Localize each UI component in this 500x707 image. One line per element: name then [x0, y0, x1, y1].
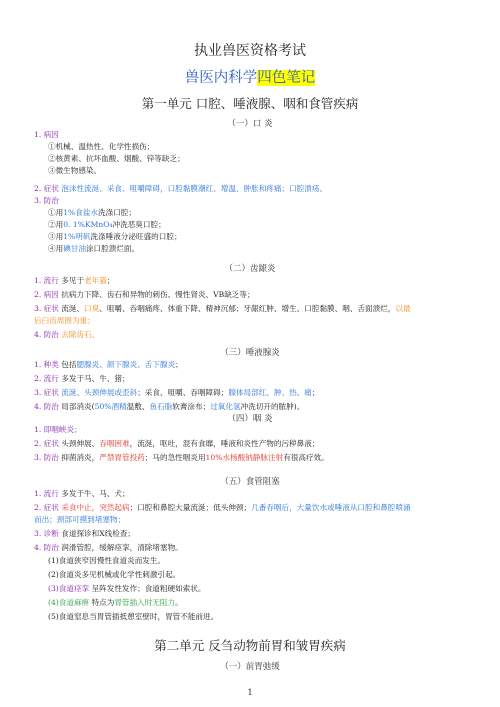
text-line	[34, 503, 470, 513]
text-span: 、咀嚼、吞咽痛疼、体重下降、精神沉郁；牙龈红肿、增生、口腔黏膜、咽、舌面溃烂，	[99, 304, 396, 313]
highlight-text: 0. 1%KMnO₄	[63, 220, 113, 229]
text-line	[48, 598, 470, 608]
page-title: 执业兽医资格考试	[194, 43, 306, 59]
highlight-text: 腺体局部红、肿、热、痛	[228, 388, 312, 397]
item-label: 2. 病因	[34, 290, 62, 299]
text-span: 流涎、	[61, 304, 85, 313]
highlight-text: 10%水杨酸钠静脉注射	[205, 453, 284, 462]
highlight-text: 1%食盐水	[63, 208, 99, 217]
text-line	[48, 584, 470, 594]
item-label: 2. 症状	[34, 503, 62, 512]
text-span: ；	[106, 276, 115, 285]
text-line	[34, 489, 470, 499]
text-span: ；口腔和鼻腔大量流涎；低头伸颈；	[129, 503, 252, 512]
text-line: 3. 防治	[34, 196, 59, 205]
text-span: 多发于马、牛、猪；	[61, 374, 130, 383]
highlight-text: 过氧化氢	[210, 402, 241, 411]
text-line	[34, 360, 470, 370]
section-heading-stomatitis: （一）口 炎	[227, 119, 273, 129]
item-label: 4. 防治	[34, 543, 62, 552]
text-line: ②核黄素、抗坏血酸、烟酸、锌等缺乏；	[48, 154, 185, 163]
text-span: 多发于牛、马、犬；	[61, 489, 130, 498]
text-line	[34, 330, 470, 340]
highlight-text: 采食中止，	[61, 503, 100, 512]
item-label: 3. 症状	[34, 304, 62, 313]
unit-heading-2: 第二单元 反刍动物前胃和皱胃疾病	[154, 638, 346, 653]
highlight-text: 严禁胃管投药	[99, 453, 145, 462]
text-span: ③用	[48, 232, 64, 241]
section-heading-ruminal-atony: （一）前胃弛缓	[220, 662, 280, 672]
section-heading-pharyngitis: （四）咽 炎	[227, 414, 273, 424]
text-line	[34, 276, 470, 286]
highlight-text: 口臭	[84, 304, 100, 313]
item-label: 2. 流行	[34, 374, 62, 383]
section-heading-sialadenitis: （三）唾液腺炎	[220, 348, 280, 358]
highlight-text: 去除齿石。	[61, 330, 100, 339]
text-span: 抗病力下降、齿石和异物的刺伤、慢性肾炎、VB缺乏等；	[61, 290, 255, 299]
highlight-text: 碘甘油	[63, 244, 86, 253]
text-span: 润滑管腔，缓解痉挛，清除堵塞物。	[61, 543, 183, 552]
text-line	[34, 374, 470, 384]
text-line	[48, 232, 470, 242]
text-line	[34, 439, 470, 449]
text-line	[34, 290, 470, 300]
item-label: 3. 症状	[34, 388, 62, 397]
text-span: 冲洗恶臭口腔；	[112, 220, 166, 229]
text-span: 洗涤口腔；	[98, 208, 136, 217]
item-label: 1. 流行	[34, 489, 62, 498]
text-span: 包括	[61, 360, 77, 369]
text-line	[34, 304, 470, 314]
highlight-text: 食道麻痹	[58, 598, 90, 607]
text-span: ；	[175, 360, 183, 369]
highlight-text: 吞咽困难	[99, 439, 130, 448]
text-span: 洗涤唾液分泌旺盛的口腔；	[90, 232, 182, 241]
highlight-text: 食道痉挛	[58, 584, 90, 593]
text-line: 1. 即咽峡炎；	[34, 425, 82, 434]
text-line	[34, 388, 470, 398]
item-label: 4. 防治	[34, 330, 62, 339]
text-line: 1. 病因	[34, 130, 59, 139]
text-span: 有很高疗效。	[283, 453, 329, 462]
text-line: (1)食道狭窄因慢性食道炎而发生。	[48, 556, 166, 565]
item-label: 3. 防治	[34, 453, 62, 462]
highlight-text: 胃管插入时无阻力	[114, 598, 176, 607]
subtitle-highlight: 四色笔记	[257, 70, 316, 86]
highlight-text: 流涎、头颈伸展或歪斜	[61, 388, 138, 397]
item-label: (3)	[48, 584, 59, 593]
page-number: 1	[247, 688, 253, 697]
page-subtitle	[0, 66, 500, 87]
text-line: (2)食道炎多见机械或化学性刺激引起。	[48, 570, 181, 579]
highlight-text: 老年猫	[84, 276, 107, 285]
highlight-text: 1%明矾	[63, 232, 91, 241]
highlight-text: 以最	[395, 304, 411, 313]
text-line: ③微生物感染。	[48, 166, 102, 175]
text-span: ；采食、咀嚼、吞咽障碍；	[137, 388, 229, 397]
text-span: 多见于	[61, 276, 85, 285]
item-label: 1. 流行	[34, 276, 62, 285]
text-span: 涂口腔溃烂面。	[85, 244, 140, 253]
subtitle-main: 兽医内科学	[184, 70, 258, 86]
item-label: (4)	[48, 598, 59, 607]
text-span: 温敷、	[126, 402, 150, 411]
section-heading-esophageal-obstruction: （五）食管阻塞	[220, 477, 280, 487]
text-line	[34, 453, 470, 463]
text-line	[48, 220, 470, 230]
text-span: 软膏涂布；	[172, 402, 211, 411]
text-span: 特点为	[89, 598, 115, 607]
highlight-text: 鱼石脂	[149, 402, 173, 411]
item-label: 1. 种类	[34, 360, 62, 369]
text-line: 后臼齿周围为重；	[34, 316, 95, 325]
text-span: ，流涎，呕吐，混有食靡，唾液和炎性产物的污秽鼻液；	[129, 439, 320, 448]
text-line: (5)食道窒息当胃管插抵憩室壁时，胃管不能前进。	[48, 612, 219, 621]
text-span: ④用	[48, 244, 64, 253]
highlight-text: 50%酒精	[94, 402, 127, 411]
text-line: ①机械、温热性、化学性损伤；	[48, 142, 155, 151]
item-label: 2. 症状	[34, 439, 62, 448]
text-span: 头颈伸展、	[61, 439, 100, 448]
text-line	[34, 402, 470, 412]
highlight-text: 突然起病	[99, 503, 130, 512]
highlight-text: 几番吞咽后，大量饮水或唾液从口腔和鼻腔喷涌	[251, 503, 411, 512]
text-span: 。	[175, 598, 183, 607]
unit-heading-1: 第一单元 口腔、唾液腺、咽和食管疾病	[141, 96, 359, 111]
text-span: 抑菌消炎，	[61, 453, 100, 462]
text-span: 局部消炎(	[61, 402, 95, 411]
text-line	[48, 244, 470, 254]
text-line	[34, 184, 470, 194]
item-label: 3. 诊断	[34, 529, 62, 538]
text-line	[34, 529, 470, 539]
text-line	[48, 208, 470, 218]
text-line: 而出；颈部可摸到堵塞物；	[34, 515, 126, 524]
text-span: ；马的急性咽炎用	[144, 453, 206, 462]
text-span: 冲洗切开的脓肿)。	[240, 402, 305, 411]
section-heading-gingivitis: （二）齿龈炎	[224, 264, 276, 274]
item-label: 4. 防治	[34, 402, 62, 411]
text-line	[34, 543, 470, 553]
text-span: 食道探诊和X线检查；	[61, 529, 136, 538]
text-span: ②用	[48, 220, 64, 229]
text-span: ；	[311, 388, 320, 397]
text-span: ①用	[48, 208, 64, 217]
text-span: 呈阵发性发作；食道粗硬如索状。	[89, 584, 206, 593]
highlight-text: 泡沫性流涎、采食、咀嚼障碍，口腔黏膜潮红、增温、肿胀和疼痛；口腔溃疡。	[61, 184, 328, 193]
item-label: 2. 症状	[34, 184, 62, 193]
highlight-text: 腮腺炎、颌下腺炎、舌下腺炎	[76, 360, 176, 369]
